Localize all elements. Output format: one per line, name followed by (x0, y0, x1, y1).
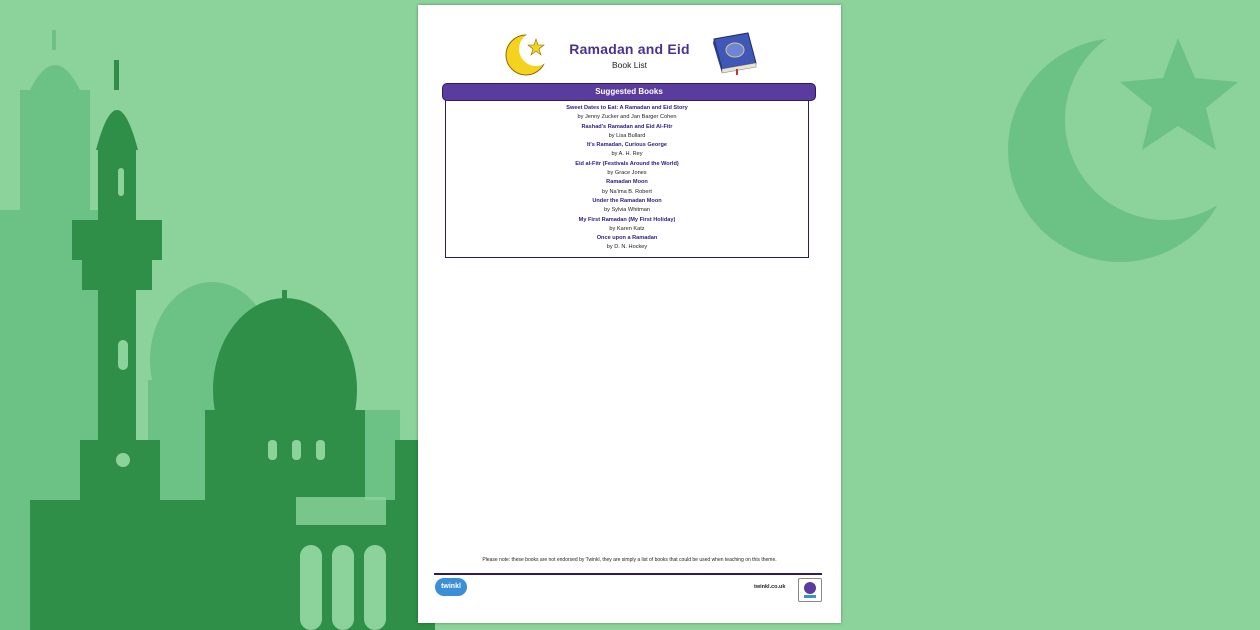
page-subtitle: Book List (612, 60, 647, 70)
section-header: Suggested Books (442, 83, 816, 101)
list-item (446, 104, 808, 123)
book-author: by Na'ima B. Robert (602, 188, 652, 195)
list-item (446, 216, 808, 235)
book-title: Once upon a Ramadan (596, 235, 658, 242)
book-title: Ramadan Moon (606, 179, 648, 186)
book-author: by Sylvia Whitman (603, 207, 650, 214)
twinkl-logo: twinkl (435, 578, 467, 596)
book-list-box (445, 100, 809, 258)
book-title: My First Ramadan (My First Holiday) (578, 216, 676, 223)
book-title: Eid al-Fitr (Festivals Around the World) (575, 160, 679, 167)
book-author: by D. N. Hockey (606, 244, 648, 251)
book-list-page (418, 5, 841, 623)
page-title: Ramadan and Eid (569, 41, 690, 57)
quran-book-icon (708, 31, 758, 75)
list-item (446, 234, 808, 253)
footer-url: twinkl.co.uk (754, 584, 786, 590)
list-item (446, 178, 808, 197)
crescent-star-decoration (1008, 20, 1260, 262)
list-item (446, 123, 808, 142)
disclaimer-note: Please note: these books are not endorsed by Twinkl, they are simply a list of books that could be used when teaching on this theme. (482, 557, 777, 563)
book-author: by Grace Jones (607, 170, 647, 177)
badge-graphic (799, 579, 821, 601)
book-title: Under the Ramadan Moon (592, 197, 662, 204)
quality-badge-icon (798, 578, 822, 602)
footer-divider (434, 573, 822, 575)
book-title: It's Ramadan, Curious George (587, 142, 667, 149)
book-author: by Lisa Bullard (608, 132, 646, 139)
list-item (446, 160, 808, 179)
book-title: Sweet Dates to Eat: A Ramadan and Eid Story (566, 105, 688, 111)
book-title: Rashad's Ramadan and Eid Al-Fitr (581, 123, 673, 130)
list-item (446, 141, 808, 160)
book-author: by A. H. Rey (611, 151, 643, 158)
list-item (446, 197, 808, 216)
book-author: by Jenny Zucker and Jan Barger Cohen (577, 114, 677, 121)
book-author: by Karen Katz (609, 225, 645, 232)
book-list (446, 100, 808, 253)
